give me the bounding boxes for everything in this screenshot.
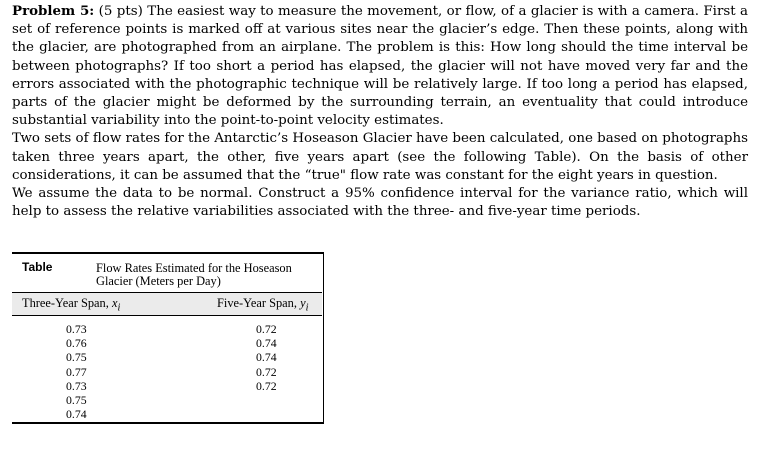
table-cell: 0.72 — [256, 322, 277, 336]
table-cell: 0.72 — [256, 378, 277, 393]
table-cell: 0.74 — [256, 350, 277, 365]
problem-paragraph-1 — [12, 2, 748, 130]
col-header-five-year: Five-Year Span, $y_i$ — [217, 296, 309, 314]
table-cell: 0.74 — [256, 336, 277, 351]
problem-paragraph-3: We assume the data to be normal. Construct a 95% confidence interval for the variance ratio, which will help to assess the relative variabilities associated with the three- and five-year time periods. — [12, 186, 748, 220]
table-cell: 0.73 — [66, 322, 87, 336]
problem-text-1: The easiest way to measure the movement, or flow, of a glacier is with a camera. First a set of reference points is marked off at various sites near the glacier’s edge. Then these points, along with the glacier, are photographed from an airplane. The problem is this: How long should the time interval be between photographs? If too short a period has elapsed, the glacier will not have moved very far and the errors associated with the photographic technique will be relatively large. If too long a period has elapsed, parts of the glacier might be deformed by the surrounding terrain, an eventuality that could introduce substantial variability into the point-to-point velocity estimates. — [12, 4, 748, 129]
col-header-three-year: Three-Year Span, $x_i$ — [22, 296, 121, 314]
problem-paragraph-2: Two sets of flow rates for the Antarctic’s Hoseason Glacier have been calculated, one based on photographs taken three years apart, the other, five years apart (see the following Table). On the basis of other considerations, it can be assumed that the “true" flow rate was constant for the eight years in question. — [12, 131, 748, 183]
flow-rate-table — [12, 252, 324, 424]
table-caption: Flow Rates Estimated for the Hoseason Glacier (Meters per Day) — [96, 261, 292, 288]
problem-statement — [12, 2, 748, 221]
table-cell: 0.73 — [66, 378, 87, 393]
table-cell: 0.77 — [66, 364, 87, 379]
table-header-row — [12, 292, 322, 316]
problem-heading: Problem 5: — [12, 3, 95, 19]
problem-points: (5 pts) — [98, 4, 143, 19]
table-cell: 0.74 — [66, 407, 87, 422]
table-label: Table — [22, 260, 53, 274]
table-cell: 0.75 — [66, 392, 87, 407]
table-cell: 0.72 — [256, 364, 277, 379]
table-cell: 0.76 — [66, 336, 87, 351]
table-cell: 0.75 — [66, 350, 87, 365]
three-year-column — [66, 322, 87, 421]
five-year-column — [256, 322, 277, 393]
